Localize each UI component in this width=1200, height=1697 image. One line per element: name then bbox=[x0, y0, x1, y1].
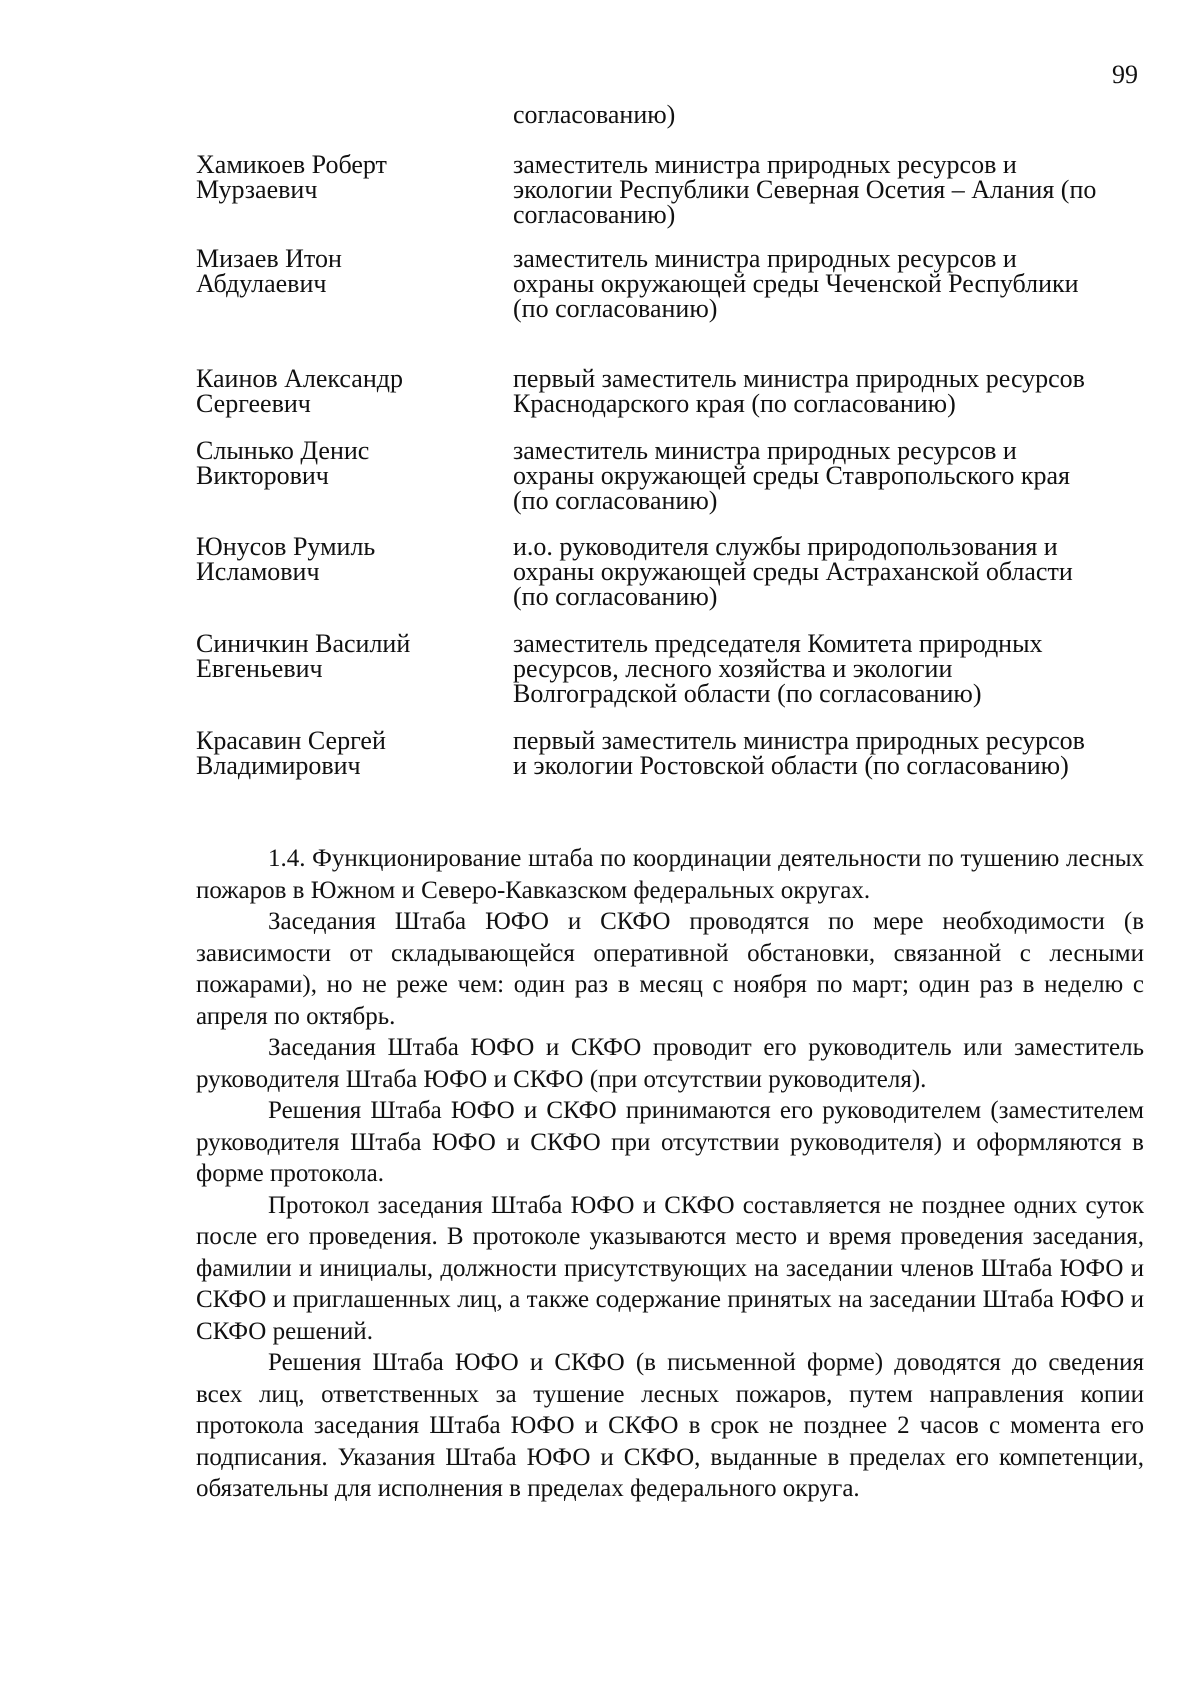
body-paragraph: Протокол заседания Штаба ЮФО и СКФО составляется не позднее одних суток после его проведения. В протоколе указываются место и время проведения заседания, фамилии и инициалы, должности присутствующих на заседании членов Штаба ЮФО и СКФО и приглашенных лиц, а также содержание принятых на заседании Штаба ЮФО и СКФО решений. bbox=[196, 1191, 1144, 1345]
body-text bbox=[196, 843, 1144, 1505]
member-row bbox=[196, 438, 1156, 534]
page-number: 99 bbox=[1112, 60, 1138, 89]
member-row bbox=[196, 152, 1156, 246]
body-paragraph: Решения Штаба ЮФО и СКФО принимаются его руководителем (заместителем руководителя Штаба ЮФО и СКФО при отсутствии руководителя) и оформляются в форме протокола. bbox=[196, 1097, 1144, 1187]
member-role: первый заместитель министра природных ресурсов Краснодарского края (по согласованию) bbox=[513, 364, 1085, 418]
member-row bbox=[196, 366, 1156, 438]
member-row bbox=[196, 534, 1156, 631]
body-paragraph: Заседания Штаба ЮФО и СКФО проводятся по мере необходимости (в зависимости от складывающейся оперативной обстановки, связанной с лесными пожарами), но не реже чем: один раз в месяц с ноября по март; один раз в неделю с апреля по октябрь. bbox=[196, 908, 1144, 1030]
member-row bbox=[196, 246, 1156, 366]
body-paragraph: Заседания Штаба ЮФО и СКФО проводит его руководитель или заместитель руководителя Штаба ЮФО и СКФО (при отсутствии руководителя). bbox=[196, 1034, 1144, 1093]
section-heading-paragraph: 1.4. Функционирование штаба по координации деятельности по тушению лесных пожаров в Южном и Северо-Кавказском федеральных округах. bbox=[196, 845, 1144, 904]
member-role: заместитель министра природных ресурсов и охраны окружающей среды Ставропольского края (по согласованию) bbox=[513, 436, 1070, 515]
member-name: Слынько Денис Викторович bbox=[196, 436, 370, 490]
member-name: Красавин Сергей Владимирович bbox=[196, 726, 386, 780]
member-row bbox=[196, 728, 1156, 778]
member-row bbox=[196, 631, 1156, 728]
member-role: и.о. руководителя службы природопользования и охраны окружающей среды Астраханской области (по согласованию) bbox=[513, 532, 1073, 611]
member-name: Юнусов Румиль Исламович bbox=[196, 532, 376, 586]
member-role: заместитель председателя Комитета природных ресурсов, лесного хозяйства и экологии Волгоградской области (по согласованию) bbox=[513, 629, 1043, 708]
member-role: первый заместитель министра природных ресурсов и экологии Ростовской области (по согласованию) bbox=[513, 726, 1085, 780]
body-paragraph: Решения Штаба ЮФО и СКФО (в письменной форме) доводятся до сведения всех лиц, ответственных за тушение лесных пожаров, путем направления копии протокола заседания Штаба ЮФО и СКФО в срок не позднее 2 часов с момента его подписания. Указания Штаба ЮФО и СКФО, выданные в пределах его компетенции, обязательны для исполнения в пределах федерального округа. bbox=[196, 1349, 1144, 1502]
member-role: заместитель министра природных ресурсов и экологии Республики Северная Осетия – Алания (по согласованию) bbox=[513, 150, 1097, 229]
member-name: Синичкин Василий Евгеньевич bbox=[196, 629, 411, 683]
member-roster bbox=[196, 152, 1156, 778]
member-name: Каинов Александр Сергеевич bbox=[196, 364, 403, 418]
member-role: заместитель министра природных ресурсов и охраны окружающей среды Чеченской Республики (по согласованию) bbox=[513, 244, 1079, 323]
member-name: Хамикоев Роберт Мурзаевич bbox=[196, 150, 387, 204]
continuation-text: согласованию) bbox=[513, 100, 676, 129]
member-name: Мизаев Итон Абдулаевич bbox=[196, 244, 342, 298]
